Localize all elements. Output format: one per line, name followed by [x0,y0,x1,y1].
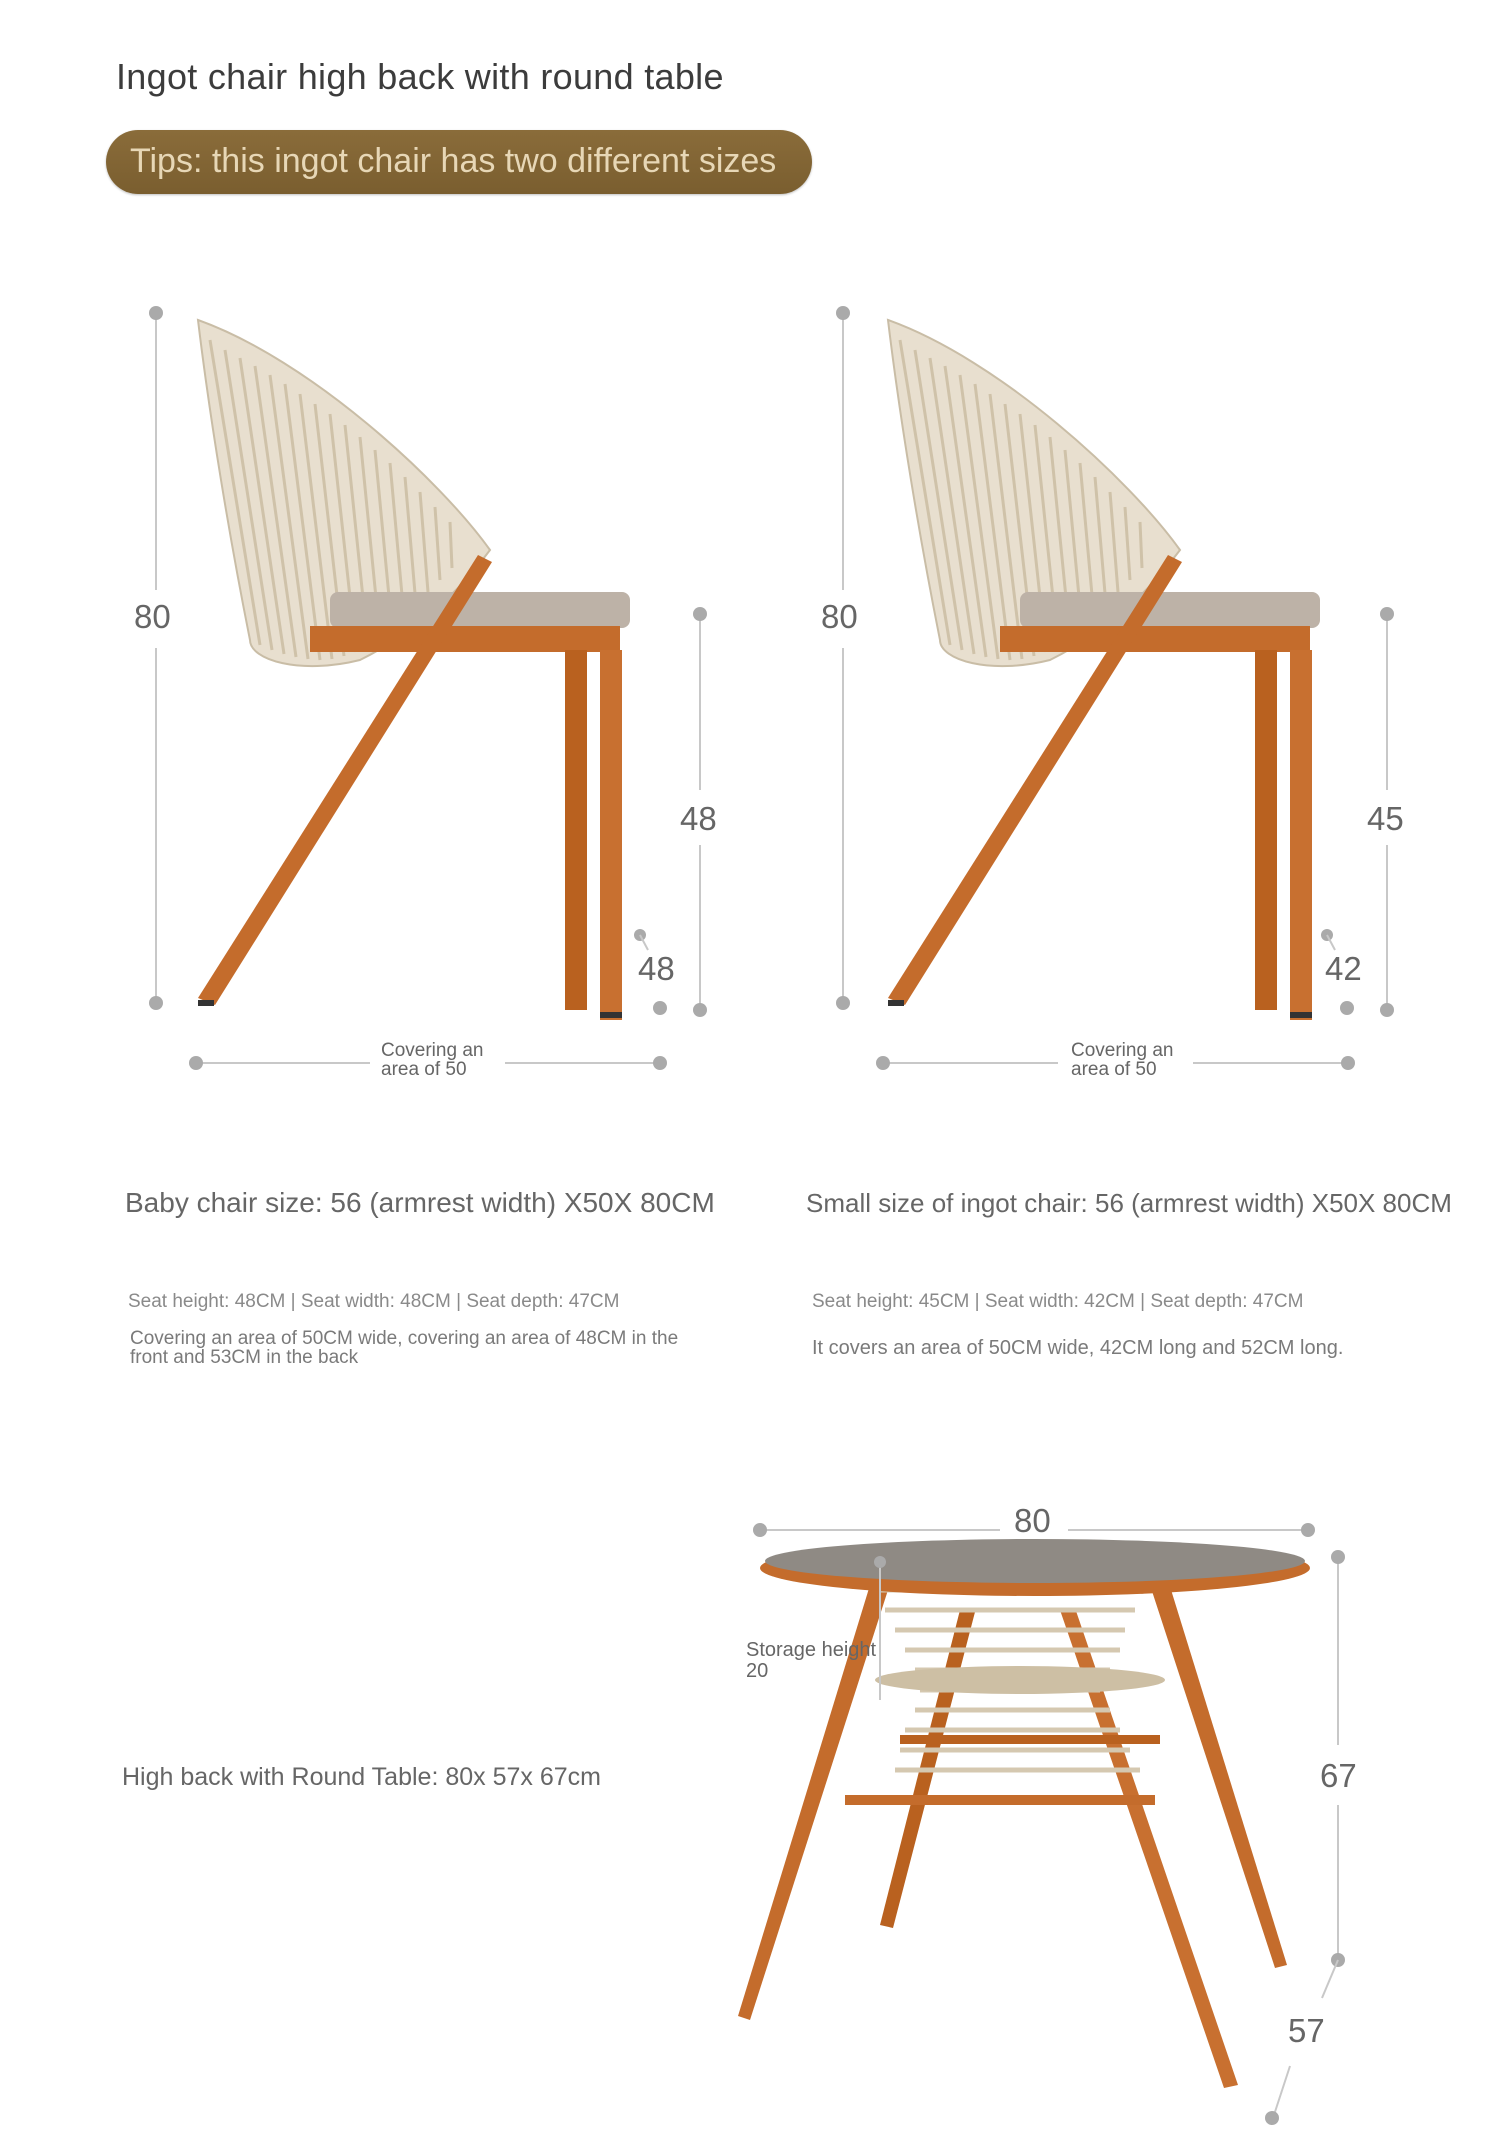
right-chair-note: It covers an area of 50CM wide, 42CM long and 52CM long. [812,1337,1344,1359]
tips-text: Tips: this ingot chair has two different sizes [130,142,777,180]
left-chair-seat-width-dim: 48 [638,950,675,987]
table-caption: High back with Round Table: 80x 57x 67cm [122,1763,601,1791]
right-chair-height-dim: 80 [821,598,858,635]
right-chair-seat-height-dim: 45 [1367,800,1404,837]
table-height-dim: 67 [1320,1757,1357,1794]
table-storage-label: Storage height 20 [746,1639,877,1682]
left-chair-height-dim: 80 [134,598,171,635]
table-depth-dim: 57 [1288,2012,1325,2049]
left-chair-note: Covering an area of 50CM wide, covering an area of 48CM in the front and 53CM in the back [130,1328,679,1368]
page-title: Ingot chair high back with round table [116,56,724,97]
left-chair-seat-height-dim: 48 [680,800,717,837]
left-chair-caption: Baby chair size: 56 (armrest width) X50X 80CM [125,1187,715,1218]
right-chair-spec-line: Seat height: 45CM | Seat width: 42CM | Seat depth: 47CM [812,1291,1304,1312]
right-chair-area-label: Covering an area of 50 [1071,1040,1174,1080]
right-chair-seat-width-dim: 42 [1325,950,1362,987]
left-chair-spec-line: Seat height: 48CM | Seat width: 48CM | Seat depth: 47CM [128,1291,620,1312]
table-width-dim: 80 [1014,1502,1051,1539]
right-chair-caption: Small size of ingot chair: 56 (armrest width) X50X 80CM [806,1188,1452,1218]
left-chair-area-label: Covering an area of 50 [381,1040,484,1080]
